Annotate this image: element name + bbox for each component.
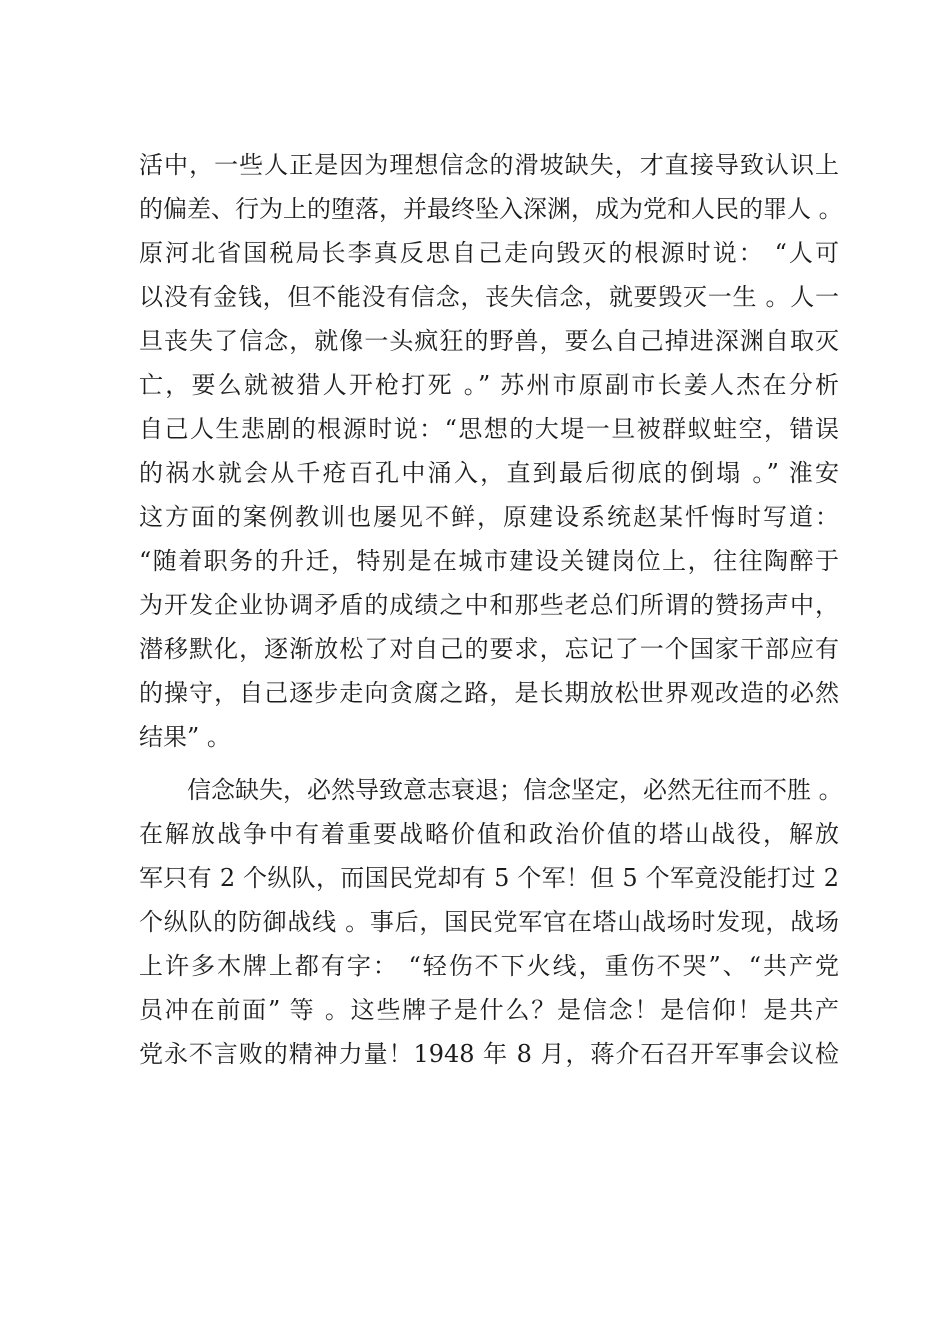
text-line: 亡，要么就被猎人开枪打死 。” 苏州市原副市长姜人杰在分析 <box>139 371 839 399</box>
text-line: 军只有 2 个纵队，而国民党却有 5 个军！但 5 个军竟没能打过 2 <box>139 864 839 892</box>
text-line: 上许多木牌上都有字： “轻伤不下火线，重伤不哭”、“共产党 <box>139 952 839 980</box>
paragraph-2 <box>139 768 843 1076</box>
text-line: 党永不言败的精神力量！1948 年 8 月，蒋介石召开军事会议检 <box>139 1040 839 1068</box>
text-line: 在解放战争中有着重要战略价值和政治价值的塔山战役，解放 <box>139 820 839 848</box>
text-line: 的操守，自己逐步走向贪腐之路，是长期放松世界观改造的必然 <box>139 679 839 707</box>
text-line: 旦丧失了信念，就像一头疯狂的野兽，要么自己掉进深渊自取灭 <box>139 327 839 355</box>
text-line: 自己人生悲剧的根源时说：“思想的大堤一旦被群蚁蛀空，错误 <box>139 415 839 443</box>
body-text <box>139 143 843 1076</box>
text-line: 的偏差、行为上的堕落，并最终坠入深渊，成为党和人民的罪人 。 <box>139 195 843 223</box>
text-line: 为开发企业协调矛盾的成绩之中和那些老总们所谓的赞扬声中， <box>139 591 839 619</box>
text-line: 信念缺失，必然导致意志衰退；信念坚定，必然无往而不胜 。 <box>139 776 843 804</box>
paragraph-spacer <box>139 759 839 768</box>
text-line: 以没有金钱，但不能没有信念，丧失信念，就要毁灭一生 。人一 <box>139 283 839 311</box>
text-line: 潜移默化，逐渐放松了对自己的要求，忘记了一个国家干部应有 <box>139 635 839 663</box>
text-line: 结果” 。 <box>139 723 231 751</box>
text-line: 这方面的案例教训也屡见不鲜，原建设系统赵某忏悔时写道： <box>139 503 839 531</box>
text-line: “随着职务的升迁，特别是在城市建设关键岗位上，往往陶醉于 <box>139 547 839 575</box>
text-line: 的祸水就会从千疮百孔中涌入，直到最后彻底的倒塌 。” 淮安 <box>139 459 839 487</box>
text-line: 个纵队的防御战线 。事后，国民党军官在塔山战场时发现，战场 <box>139 908 839 936</box>
text-line: 员冲在前面” 等 。这些牌子是什么？是信念！是信仰！是共产 <box>139 996 839 1024</box>
paragraph-1 <box>139 143 843 759</box>
text-line: 活中，一些人正是因为理想信念的滑坡缺失，才直接导致认识上 <box>139 151 839 179</box>
text-line: 原河北省国税局长李真反思自己走向毁灭的根源时说： “人可 <box>139 239 839 267</box>
